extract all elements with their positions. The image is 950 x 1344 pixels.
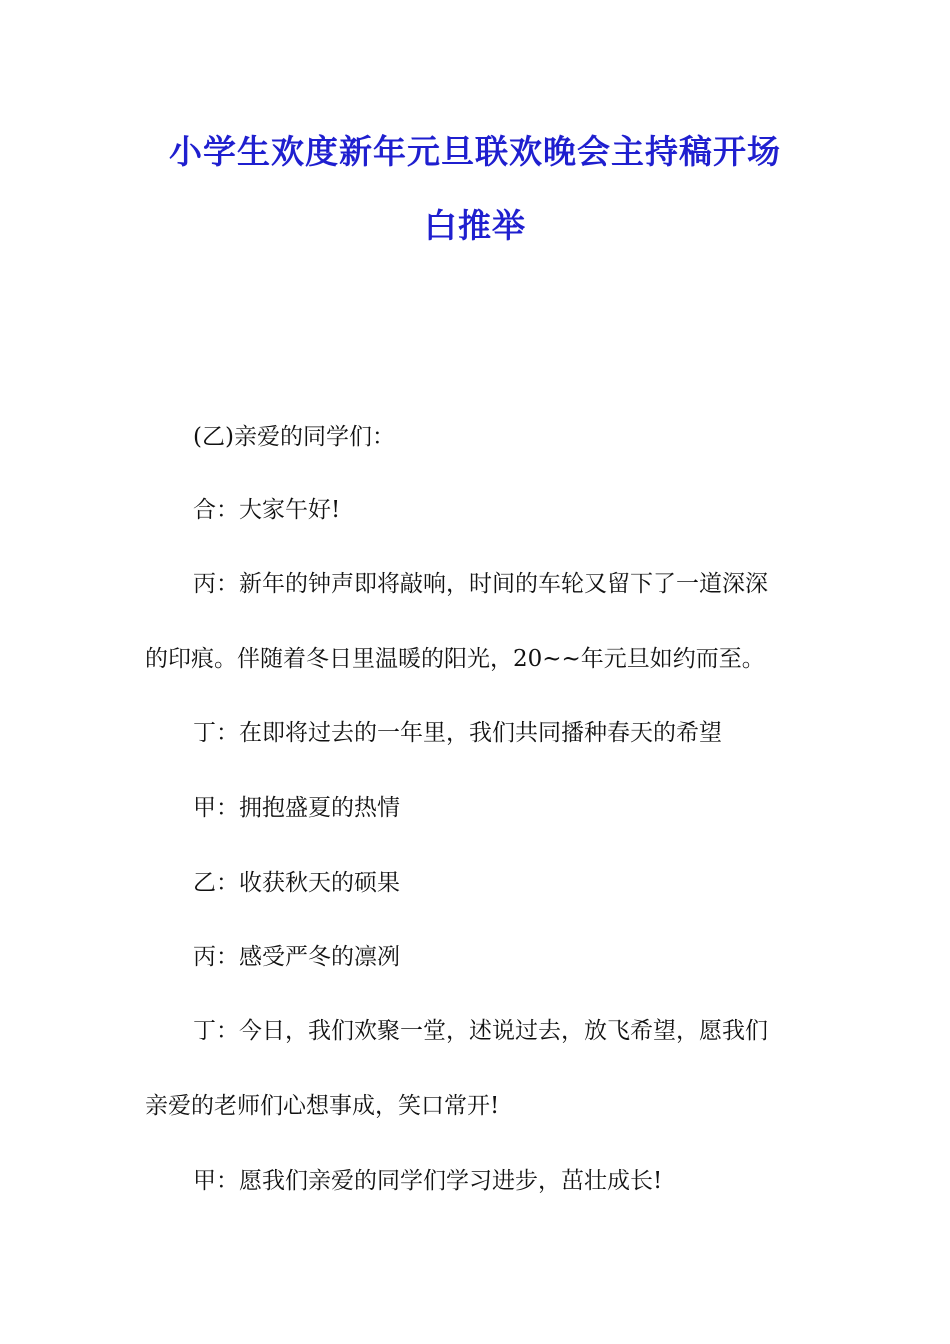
line-jia-1: 甲：拥抱盛夏的热情 xyxy=(193,795,400,821)
document-title-line-1: 小学生欢度新年元旦联欢晚会主持稿开场 xyxy=(169,132,781,171)
line-ding-2-continued: 亲爱的老师们心想事成，笑口常开! xyxy=(145,1093,500,1119)
line-he-greeting: 合：大家午好! xyxy=(193,497,341,523)
line-bing-1-continued: 的印痕。伴随着冬日里温暖的阳光，20~~年元旦如约而至。 xyxy=(145,646,765,672)
document-title-line-2: 白推举 xyxy=(424,206,526,245)
line-yi-2: 乙：收获秋天的硕果 xyxy=(193,870,400,896)
line-bing-2: 丙：感受严冬的凛冽 xyxy=(193,944,400,970)
line-ding-1: 丁：在即将过去的一年里，我们共同播种春天的希望 xyxy=(193,720,722,746)
line-yi-greeting: (乙)亲爱的同学们： xyxy=(193,424,395,450)
line-bing-1: 丙：新年的钟声即将敲响，时间的车轮又留下了一道深深 xyxy=(193,571,768,597)
line-jia-2: 甲：愿我们亲爱的同学们学习进步，茁壮成长! xyxy=(193,1168,663,1194)
line-ding-2: 丁：今日，我们欢聚一堂，述说过去，放飞希望，愿我们 xyxy=(193,1018,768,1044)
